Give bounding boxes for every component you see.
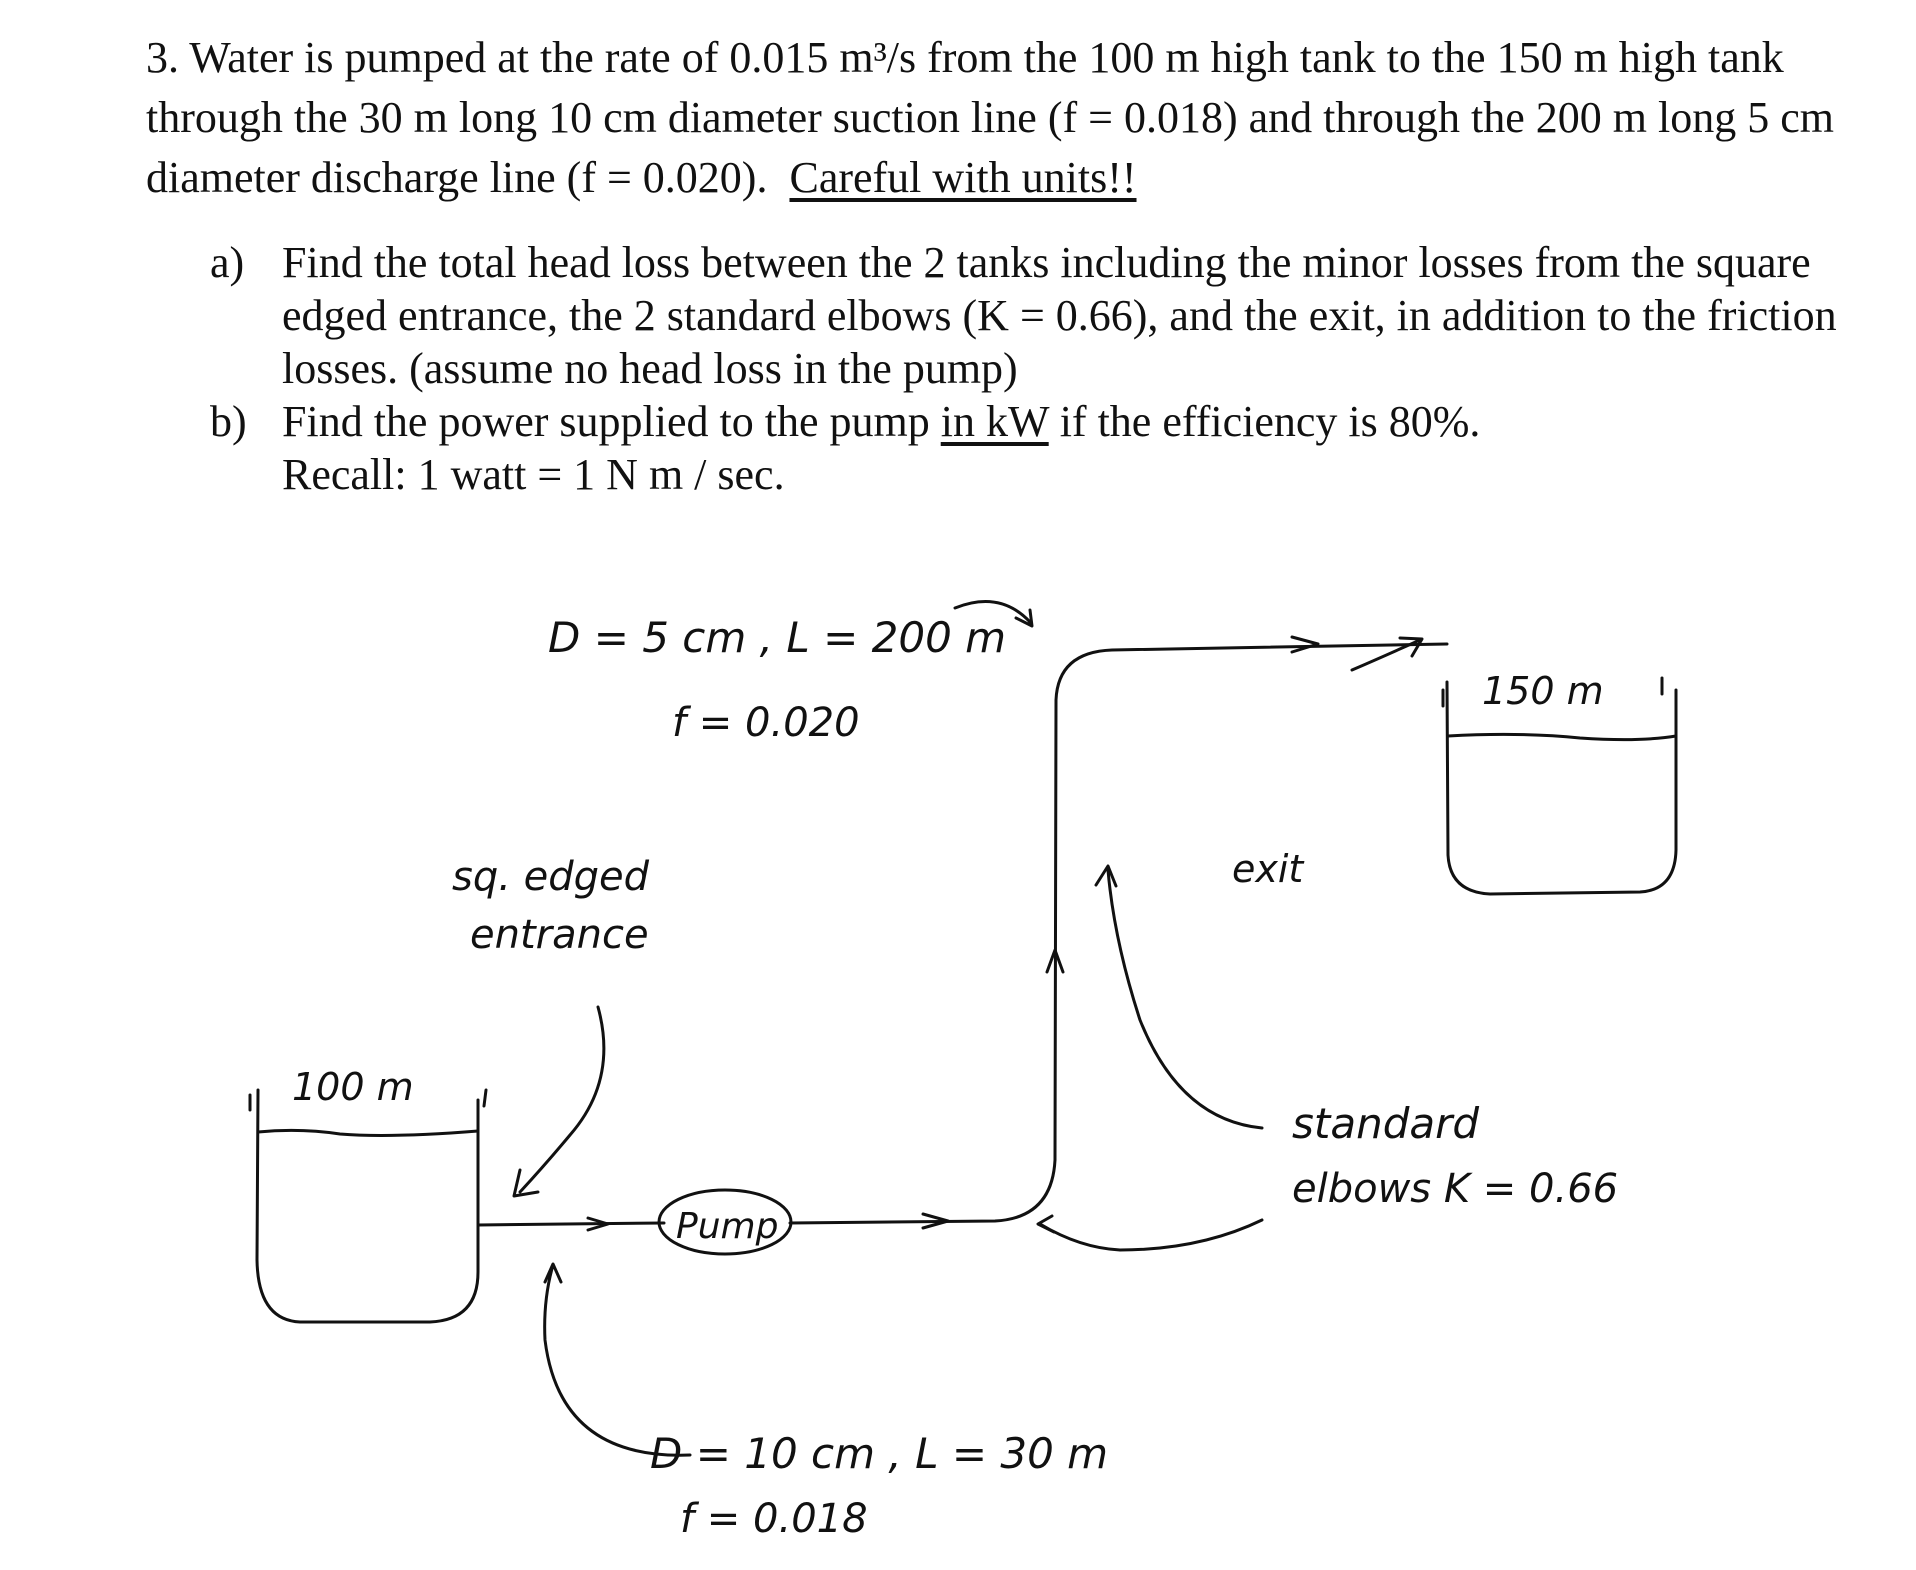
- suction-friction: f = 0.018: [680, 1496, 868, 1542]
- suction-pipe: [478, 1223, 664, 1225]
- part-b-text-after: if the efficiency is 80%.: [1059, 397, 1481, 446]
- problem-text-3: diameter discharge line (f = 0.020).: [146, 153, 768, 202]
- part-a-label: a): [210, 238, 245, 287]
- exit-label: exit: [1232, 847, 1304, 891]
- upper-tank-water-surface: [1448, 734, 1676, 739]
- part-b: [210, 395, 1850, 501]
- part-b-recall: Recall: 1 watt = 1 N m / sec.: [282, 450, 785, 499]
- part-a-text: Find the total head loss between the 2 tanks including the minor losses from the square edged entrance, the 2 standard elbows (K = 0.66), and the exit, in addition to the friction losses. (assume no head loss in the pump): [282, 238, 1837, 393]
- question-parts: [210, 236, 1850, 501]
- part-a: [210, 236, 1850, 395]
- elbow-pointer-lower: [1038, 1216, 1262, 1250]
- pump-label: Pump: [676, 1206, 779, 1247]
- lower-tank-height: 100 m: [292, 1065, 414, 1109]
- elbow-label-1: standard: [1292, 1099, 1480, 1148]
- problem-text-1: Water is pumped at the rate of 0.015 m³/s from the 100 m high tank to the 150 m high tank: [189, 33, 1784, 82]
- problem-statement: [146, 28, 1846, 208]
- part-b-text-before: Find the power supplied to the pump: [282, 397, 930, 446]
- elbow-label-2: elbows K = 0.66: [1292, 1166, 1619, 1212]
- part-b-unit: in kW: [940, 397, 1049, 446]
- lower-tank-level-tick-right: [484, 1090, 486, 1106]
- part-b-label: b): [210, 397, 247, 446]
- discharge-friction: f = 0.020: [672, 700, 860, 746]
- entrance-label-1: sq. edged: [452, 854, 650, 900]
- problem-line-3: [146, 148, 1846, 208]
- discharge-arrow-top: [1292, 637, 1318, 652]
- entrance-label-2: entrance: [470, 912, 649, 958]
- problem-line-1: [146, 28, 1846, 88]
- upper-tank: [1447, 682, 1676, 894]
- caution-note: Careful with units!!: [789, 153, 1137, 202]
- suction-pointer: [545, 1264, 690, 1455]
- suction-line-spec: D = 10 cm , L = 30 m: [650, 1429, 1109, 1478]
- discharge-line-spec: D = 5 cm , L = 200 m: [548, 613, 1007, 662]
- lower-tank: [257, 1090, 478, 1322]
- lower-tank-water-surface: [258, 1130, 478, 1135]
- problem-number: 3.: [146, 33, 179, 82]
- exit-pointer: [1352, 638, 1422, 670]
- upper-tank-height: 150 m: [1482, 669, 1604, 713]
- pump-system-diagram: [0, 560, 1916, 1570]
- elbow-pointer-upper: [1096, 866, 1262, 1128]
- problem-line-2: through the 30 m long 10 cm diameter suction line (f = 0.018) and through the 200 m long 5 cm: [146, 93, 1834, 142]
- entrance-pointer: [514, 1007, 604, 1196]
